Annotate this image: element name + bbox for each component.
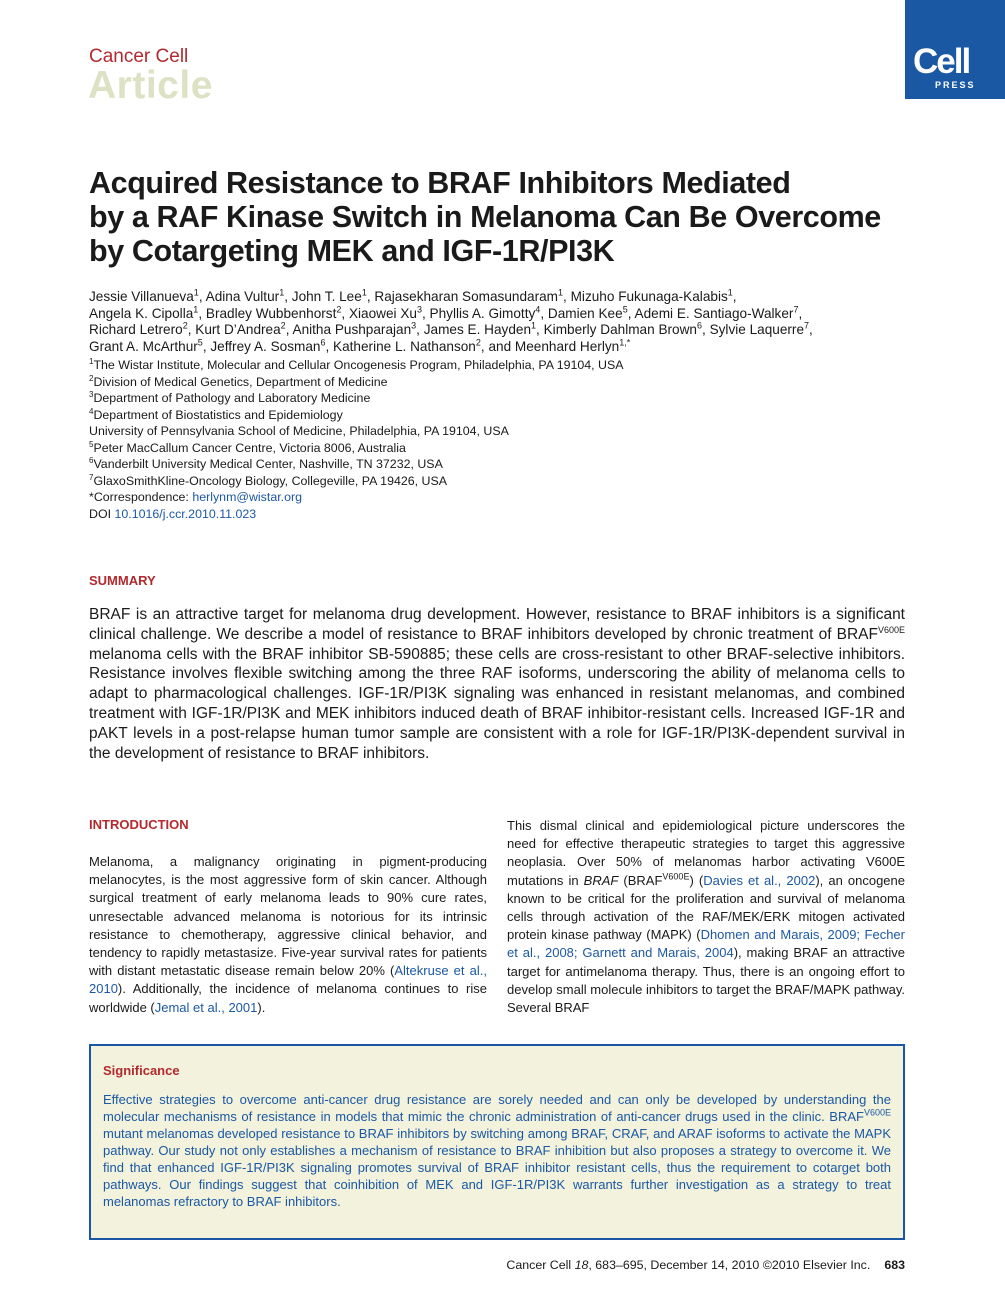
ref-davies-2002[interactable]: Davies et al., 2002 [703,872,816,888]
page-footer: Cancer Cell 18, 683–695, December 14, 2010 ©2010 Elsevier Inc. 683 [506,1258,905,1272]
affiliation: $^5$Peter MacCallum Cancer Centre, Victoria 8006, Australia [89,439,406,455]
author-name: Richard Letrero [89,322,183,337]
significance-box [89,1044,905,1240]
affiliation: $^1$The Wistar Institute, Molecular and Cellular Oncogenesis Program, Philadelphia, PA 19104, USA [89,356,624,372]
article-type: Article [88,64,213,107]
author-line: Angela K. Cipolla$^1$, Bradley Wubbenhorst$^2$, Xiaowei Xu$^3$, Phyllis A. Gimotty$^4$, Damien Kee$^5$, Ademi E. Santiago-Walker$^7$, [89,303,803,321]
author-affiliation-sup: 7 [804,320,810,331]
author-affiliation-sup: 7 [793,303,799,314]
author-affiliation-sup: 2 [182,320,188,331]
logo-brand: Cell [913,42,970,81]
author-affiliation-sup: 3 [416,303,422,314]
doi: DOI 10.1016/j.ccr.2010.11.023 [89,506,257,521]
significance-heading: Significance [103,1063,180,1078]
author-affiliation-sup: 1 [279,287,285,298]
title-line: Acquired Resistance to BRAF Inhibitors Mediated [89,166,791,200]
title-line: by a RAF Kinase Switch in Melanoma Can Be Overcome [89,200,881,234]
author-name: Meenhard Herlyn [514,338,620,354]
author-name: Bradley Wubbenhorst [205,305,337,321]
author-name: Kimberly Dahlman Brown [543,322,697,337]
author-affiliation-sup: 1 [193,303,199,314]
author-line: Grant A. McArthur$^5$, Jeffrey A. Sosman$^6$, Katherine L. Nathanson$^2$, and Meenhard Herlyn$^{1,*}$ [89,336,631,354]
title-line: by Cotargeting MEK and IGF-1R/PI3K [89,234,615,268]
author-affiliation-sup: 6 [320,336,326,347]
author-affiliation-sup: 6 [696,320,702,331]
author-name: James E. Hayden [423,322,532,337]
summary-heading: SUMMARY [89,573,156,588]
page-number: 683 [884,1258,905,1272]
author-name: Angela K. Cipolla [89,305,194,321]
author-affiliation-sup: 2 [336,303,342,314]
author-affiliation-sup: 1 [361,287,367,298]
author-affiliation-sup: 1 [558,287,564,298]
author-affiliation-sup: 1 [193,287,199,298]
summary-text: BRAF is an attractive target for melanoma drug development. However, resistance to BRAF inhibitors is a significant clinical challenge. We describe a model of resistance to BRAF inhibitors developed by chronic treatment of $BRAF^{V600E}$ melanoma cells with the BRAF inhibitor SB-590885; these cells are cross-resistant to other BRAF-selective inhibitors. Resistance involves flexible switching among the three RAF isoforms, underscoring the ability of melanoma cells to adapt to pharmacological challenges. IGF-1R/PI3K signaling was enhanced in resistant melanomas, and combined treatment with IGF-1R/PI3K and MEK inhibitors induced death of BRAF inhibitor-resistant cells. Increased IGF-1R and pAKT levels in a post-relapse human tumor sample are consistent with a role for IGF-1R/PI3K-dependent survival in the development of resistance to BRAF inhibitors. [89,606,905,762]
author-name: Kurt D’Andrea [195,322,281,337]
introduction-heading: INTRODUCTION [89,817,189,832]
author-affiliation-sup: 2 [475,336,481,347]
affiliation: $^2$Division of Medical Genetics, Department of Medicine [89,373,388,389]
logo-subtitle: PRESS [935,80,976,90]
affiliation: University of Pennsylvania School of Medicine, Philadelphia, PA 19104, USA [89,424,509,438]
intro-right-column: This dismal clinical and epidemiological picture underscores the need for effective therapeutic strategies to target this aggressive neoplasia. Over 50% of melanomas harbor activating V600E mutations in BRAF $(BRAF^{V600E})$ (Davies et al., 2002), an oncogene known to be critical for the proliferation and survival of melanoma cells through activation of the RAF/MEK/ERK mitogen activated protein kinase pathway (MAPK) (Dhomen and Marais, 2009; Fecher et al., 2008; Garnett and Marais, 2004), making BRAF an attractive target for antimelanoma therapy. Thus, there is an ongoing effort to develop small molecule inhibitors to target the BRAF/MAPK pathway. Several BRAF [507,818,906,1016]
author-name: Mizuho Fukunaga-Kalabis [570,289,728,304]
journal-name: Cancer Cell [89,46,189,67]
author-affiliation-sup: 5 [197,336,203,347]
intro-left-column: Melanoma, a malignancy originating in pigment-producing melanocytes, is the most aggressive form of skin cancer. Although surgical treatment of early melanoma leads to 90% cure rates, unresectable advanced melanoma is notorious for its intrinsic resistance to chemotherapy, aggressive clinical behavior, and tendency to rapidly metastasize. Five-year survival rates for patients with distant metastatic disease remain below 20% (Altekruse et al., 2010). Additionally, the incidence of melanoma continues to rise worldwide (Jemal et al., 2001). [89,854,487,1015]
cell-press-logo[interactable] [905,0,1005,99]
ref-jemal-2001[interactable]: Jemal et al., 2001 [154,999,258,1015]
author-affiliation-sup: 1,* [619,336,631,347]
author-name: Katherine L. Nathanson [333,338,476,354]
correspondence: *Correspondence: herlynm@wistar.org [89,490,302,504]
author-name: Jessie Villanueva [89,289,194,304]
author-name: Jeffrey A. Sosman [210,338,321,354]
author-name: Ademi E. Santiago-Walker [634,305,794,321]
ref-altekruse-2010[interactable]: Altekruse et al., 2010 [89,963,487,997]
author-affiliation-sup: 2 [280,320,286,331]
author-name: Anitha Pushparajan [292,322,412,337]
author-affiliation-sup: 3 [411,320,417,331]
affiliation: $^4$Department of Biostatistics and Epidemiology [89,406,343,422]
author-list [89,289,919,355]
affiliation-list [89,357,919,522]
affiliation: $^6$Vanderbilt University Medical Center, Nashville, TN 37232, USA [89,455,443,471]
correspondence-email-link[interactable]: herlynm@wistar.org [192,490,302,504]
affiliation: $^3$Department of Pathology and Laboratory Medicine [89,389,371,405]
author-affiliation-sup: 1 [531,320,537,331]
author-line: Richard Letrero$^2$, Kurt D’Andrea$^2$, Anitha Pushparajan$^3$, James E. Hayden$^1$, Kimberly Dahlman Brown$^6$, Sylvie Laquerre$^7$, [89,320,813,337]
author-name: Adina Vultur [205,289,280,304]
author-name: John T. Lee [291,289,362,304]
author-name: Xiaowei Xu [348,305,417,321]
author-name: Rajasekharan Somasundaram [374,289,559,304]
significance-text: Effective strategies to overcome anti-cancer drug resistance are sorely needed and can only be developed by understanding the molecular mechanisms of resistance in models that mimic the chronic administration of anti-cancer drugs used in the clinic. $BRAF^{V600E}$ mutant melanomas developed resistance to BRAF inhibitors by switching among BRAF, CRAF, and ARAF isoforms to activate the MAPK pathway. Our study not only establishes a mechanism of resistance to BRAF inhibition but also proposes a strategy to overcome it. We find that enhanced IGF-1R/PI3K signaling promotes survival of BRAF inhibitor resistant cells, thus the requirement to cotarget both pathways. Our findings suggest that coinhibition of MEK and IGF-1R/PI3K warrants further investigation as a strategy to treat melanomas refractory to BRAF inhibitors. [103,1092,891,1209]
author-name: Sylvie Laquerre [709,322,805,337]
author-line: Jessie Villanueva$^1$, Adina Vultur$^1$, John T. Lee$^1$, Rajasekharan Somasundaram$^1$, Mizuho Fukunaga-Kalabis$^1$, [89,287,737,304]
author-name: Damien Kee [547,305,623,321]
author-affiliation-sup: 5 [622,303,628,314]
author-affiliation-sup: 1 [727,287,733,298]
ref-dhomen-fecher-garnett[interactable]: Dhomen and Marais, 2009; Fecher et al., 2008; Garnett and Marais, 2004 [507,927,905,961]
author-name: Phyllis A. Gimotty [429,305,536,321]
doi-link[interactable]: 10.1016/j.ccr.2010.11.023 [114,506,257,521]
article-title [89,166,919,268]
author-affiliation-sup: 4 [535,303,541,314]
author-name: Grant A. McArthur [89,338,198,354]
affiliation: $^7$GlaxoSmithKline-Oncology Biology, Collegeville, PA 19426, USA [89,472,447,488]
